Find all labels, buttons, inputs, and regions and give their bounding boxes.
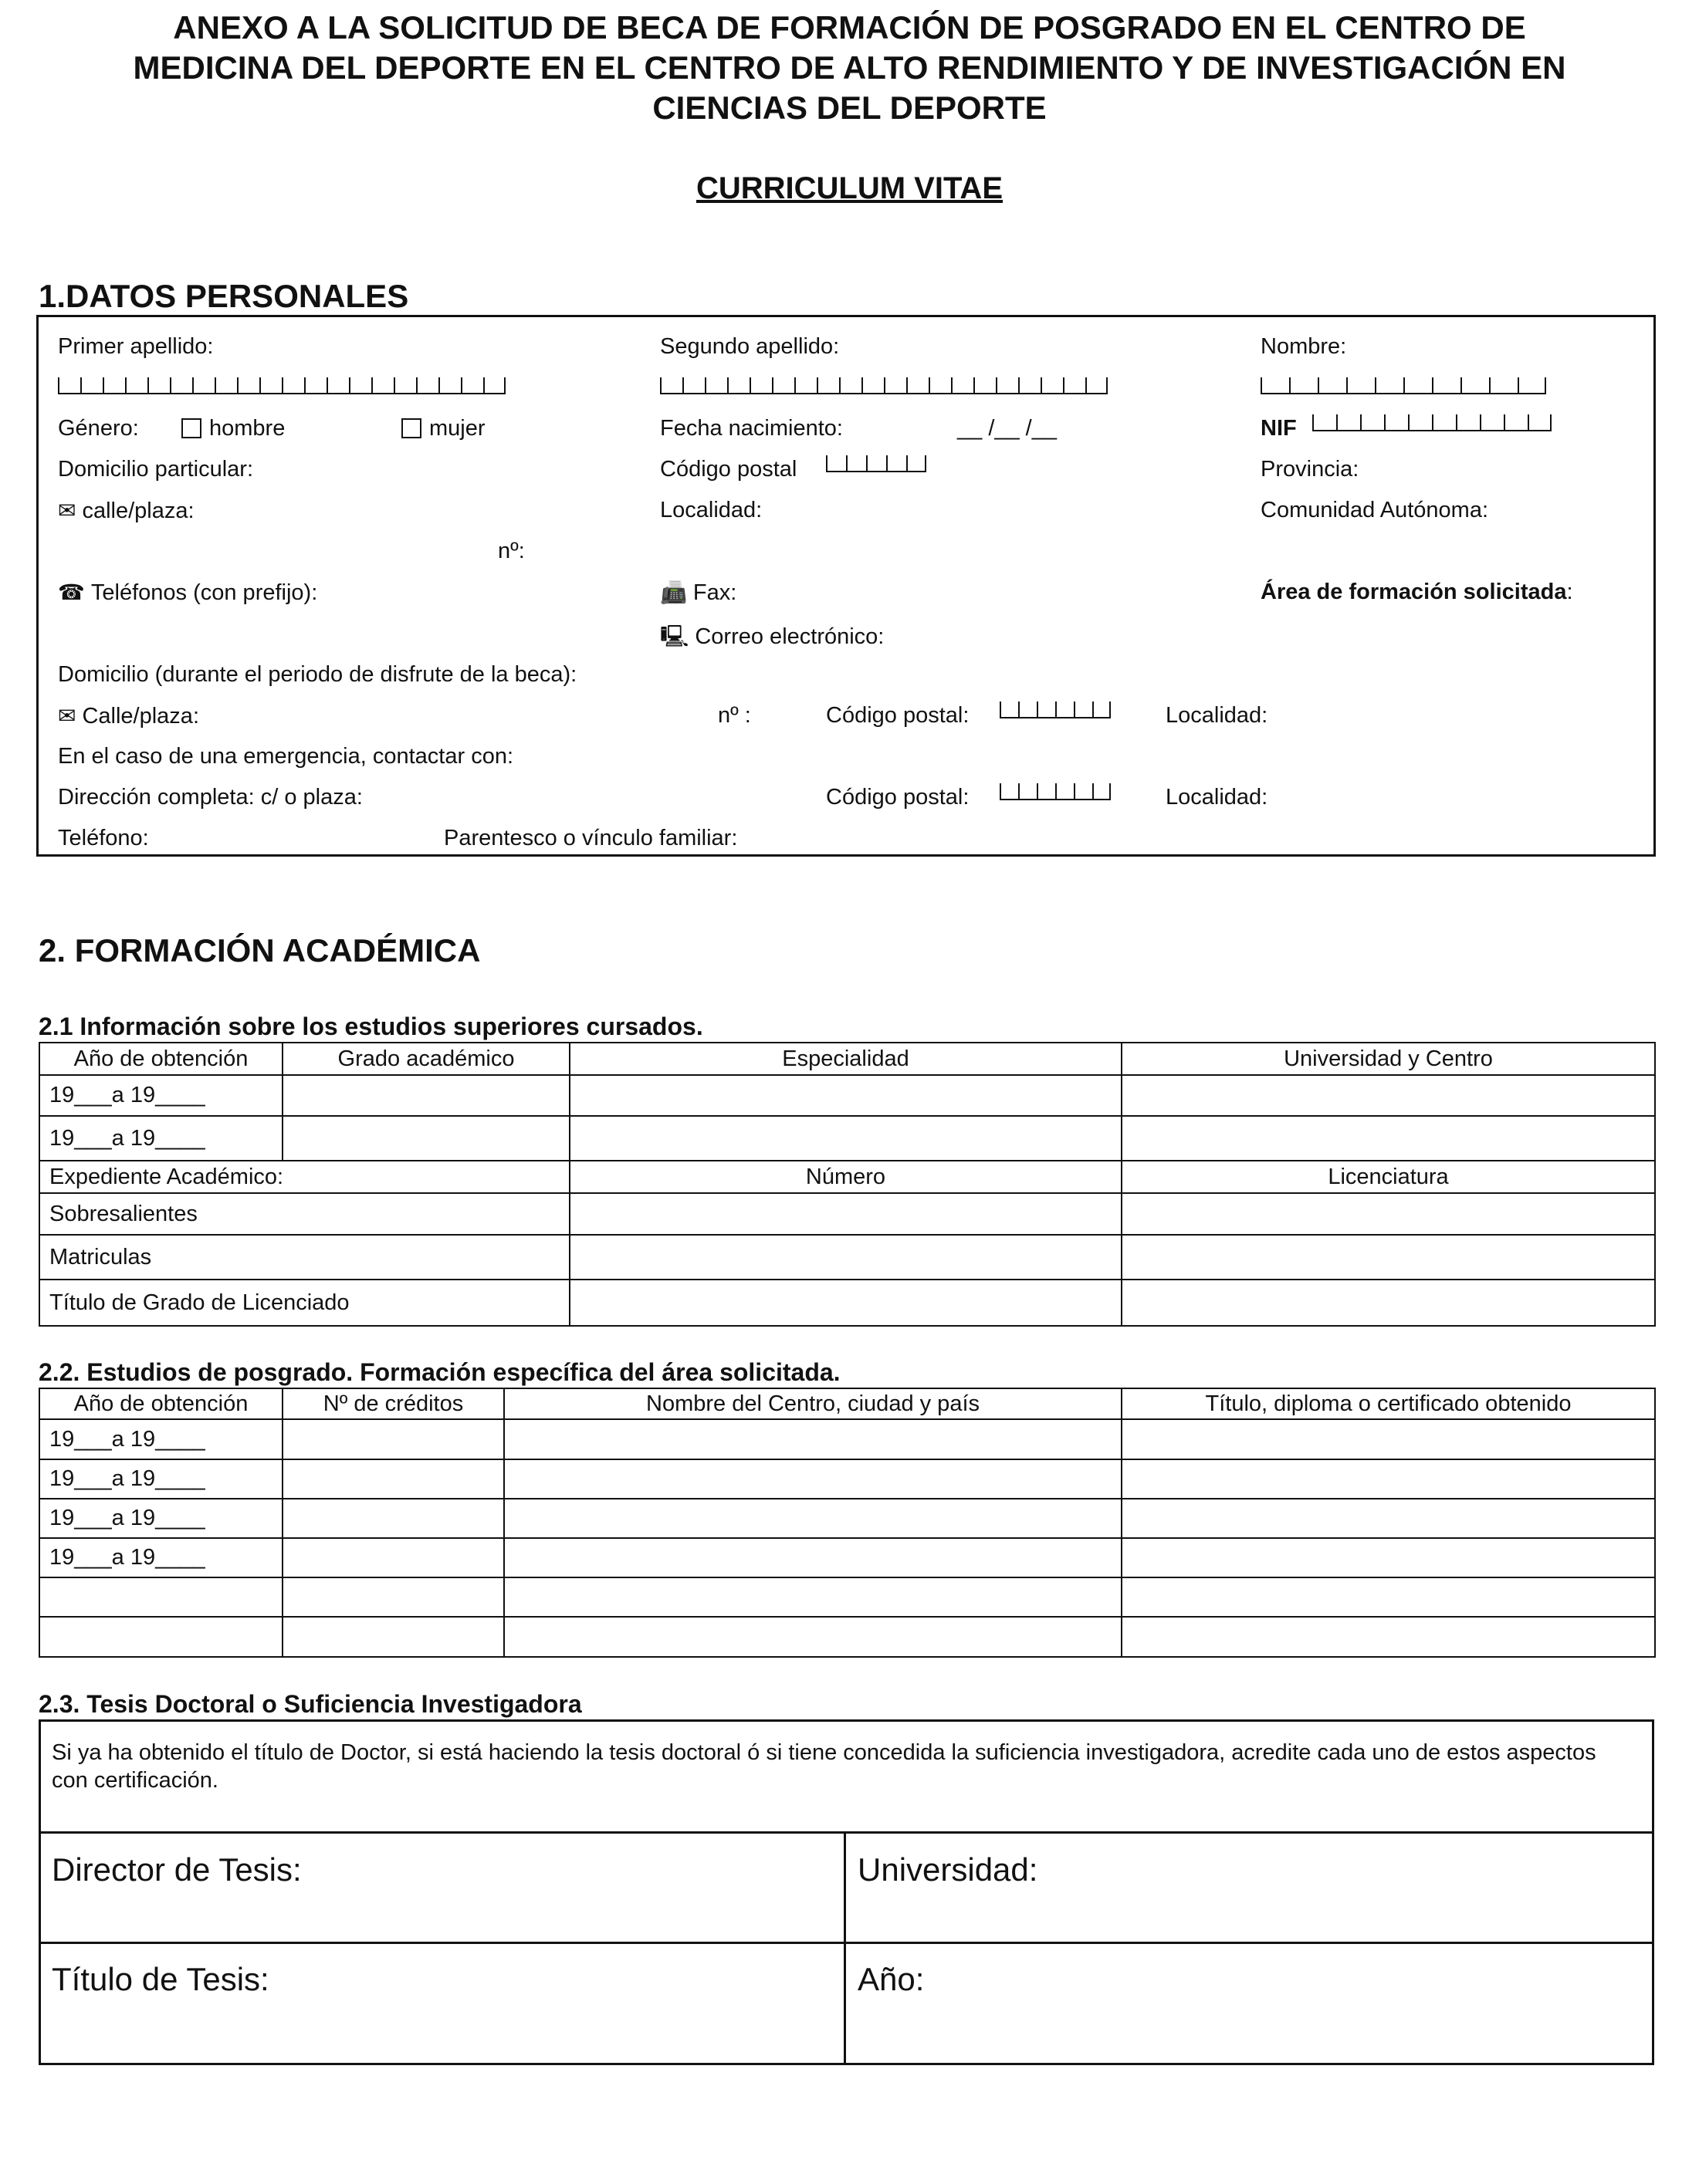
domicilio-beca-label: Domicilio (durante el periodo de disfrute de la beca): (58, 662, 577, 687)
char-box (1480, 414, 1504, 431)
char-box (1518, 377, 1546, 394)
fax-label: 📠 Fax: (660, 580, 737, 605)
licenciatura-cell[interactable] (1122, 1235, 1655, 1280)
divider (844, 1831, 846, 2063)
calle-plaza-label: ✉ calle/plaza: (58, 499, 195, 523)
char-box (660, 377, 682, 394)
char-box (1432, 414, 1456, 431)
computer-icon: 🖳 (660, 624, 689, 648)
nif-field[interactable] (1312, 414, 1552, 435)
char-box (996, 377, 1018, 394)
char-box (125, 377, 147, 394)
primer-apellido-field[interactable] (58, 377, 506, 398)
section-2-3-title: 2.3. Tesis Doctoral o Suficiencia Investigadora (39, 1690, 582, 1718)
especialidad-cell[interactable] (570, 1116, 1122, 1161)
creditos-cell[interactable] (283, 1419, 504, 1459)
col-header: Año de obtención (39, 1043, 283, 1075)
char-box (1092, 702, 1111, 718)
char-box (1261, 377, 1289, 394)
centro-cell[interactable] (504, 1538, 1122, 1577)
grado-cell[interactable] (283, 1075, 570, 1116)
year-cell[interactable]: 19___a 19____ (39, 1075, 283, 1116)
char-box (461, 377, 483, 394)
char-box (1489, 377, 1518, 394)
char-box (80, 377, 103, 394)
char-box (58, 377, 80, 394)
creditos-cell[interactable] (283, 1538, 504, 1577)
titulo-cell[interactable] (1122, 1419, 1655, 1459)
header-line-1: ANEXO A LA SOLICITUD DE BECA DE FORMACIÓN DE POSGRADO EN EL CENTRO DE (173, 9, 1526, 46)
centro-cell[interactable] (504, 1577, 1122, 1617)
posgrado-table (39, 1388, 1656, 1658)
header-line-3: CIENCIAS DEL DEPORTE (652, 90, 1047, 126)
year-cell[interactable]: 19___a 19____ (39, 1459, 283, 1499)
expediente-header: Expediente Académico: (39, 1161, 570, 1193)
char-box (237, 377, 259, 394)
char-box (1092, 783, 1111, 800)
char-box (483, 377, 506, 394)
header-line-2: MEDICINA DEL DEPORTE EN EL CENTRO DE ALTO RENDIMIENTO Y DE INVESTIGACIÓN EN (133, 49, 1566, 86)
titulo-cell[interactable] (1122, 1459, 1655, 1499)
nif-label: NIF (1261, 416, 1297, 441)
char-box (973, 377, 996, 394)
char-box (304, 377, 327, 394)
checkbox-icon (401, 418, 421, 438)
char-box (1312, 414, 1336, 431)
year-cell[interactable]: 19___a 19____ (39, 1499, 283, 1538)
centro-cell[interactable] (504, 1419, 1122, 1459)
domicilio-particular-label: Domicilio particular: (58, 457, 254, 482)
titulo-cell[interactable] (1122, 1577, 1655, 1617)
codigo-postal-emergencia-field[interactable] (1000, 783, 1111, 804)
titulo-cell[interactable] (1122, 1499, 1655, 1538)
especialidad-cell[interactable] (570, 1075, 1122, 1116)
licenciatura-cell[interactable] (1122, 1280, 1655, 1326)
char-box (103, 377, 125, 394)
area-label: Área de formación solicitada: (1261, 580, 1573, 604)
direccion-label: Dirección completa: c/ o plaza: (58, 785, 363, 810)
char-box (846, 455, 866, 472)
char-box (929, 377, 951, 394)
char-box (906, 377, 929, 394)
fecha-nacimiento-field[interactable]: __ /__ /__ (957, 416, 1057, 441)
char-box (1018, 783, 1037, 800)
table-row (39, 1193, 1655, 1235)
char-box (1408, 414, 1432, 431)
char-box (416, 377, 438, 394)
personal-data-box (36, 315, 1656, 857)
numero-label: nº: (498, 539, 525, 563)
char-box (1318, 377, 1346, 394)
matriculas-label: Matriculas (39, 1235, 570, 1280)
char-box (951, 377, 973, 394)
centro-cell[interactable] (504, 1459, 1122, 1499)
correo-label: 🖳 Correo electrónico: (660, 620, 884, 658)
char-box (1018, 377, 1041, 394)
char-box (1336, 414, 1360, 431)
numero-cell[interactable] (570, 1235, 1122, 1280)
grado-cell[interactable] (283, 1116, 570, 1161)
table-row (39, 1617, 1655, 1657)
hombre-checkbox[interactable]: hombre (181, 416, 285, 441)
titulo-grado-label: Título de Grado de Licenciado (39, 1280, 570, 1326)
anio-field[interactable]: Año: (858, 1961, 925, 1997)
char-box (192, 377, 215, 394)
parentesco-label: Parentesco o vínculo familiar: (444, 826, 738, 850)
col-header: Especialidad (570, 1043, 1122, 1075)
section-2-1-title: 2.1 Información sobre los estudios superiores cursados. (39, 1013, 703, 1040)
char-box (1384, 414, 1408, 431)
col-header: Título, diploma o certificado obtenido (1122, 1388, 1655, 1419)
table-row (39, 1459, 1655, 1499)
table-header-row (39, 1388, 1655, 1419)
year-cell[interactable]: 19___a 19____ (39, 1116, 283, 1161)
char-box (1037, 702, 1055, 718)
provincia-label: Provincia: (1261, 457, 1359, 482)
char-box (1375, 377, 1403, 394)
char-box (1000, 702, 1018, 718)
char-box (884, 377, 906, 394)
segundo-apellido-field[interactable] (660, 377, 1108, 398)
char-box (839, 377, 861, 394)
col-header: Nº de créditos (283, 1388, 504, 1419)
char-box (1074, 702, 1092, 718)
telephone-icon: ☎ (58, 580, 85, 604)
col-header: Año de obtención (39, 1388, 283, 1419)
envelope-icon: ✉ (58, 499, 76, 522)
numero-cell[interactable] (570, 1280, 1122, 1326)
localidad-label: Localidad: (660, 498, 763, 522)
estudios-superiores-table (39, 1042, 1656, 1327)
char-box (817, 377, 839, 394)
char-box (1456, 414, 1480, 431)
char-box (1037, 783, 1055, 800)
year-cell[interactable] (39, 1577, 283, 1617)
section-academic-title: 2. FORMACIÓN ACADÉMICA (39, 932, 481, 969)
char-box (727, 377, 750, 394)
fax-icon: 📠 (660, 580, 687, 604)
col-header: Nombre del Centro, ciudad y país (504, 1388, 1122, 1419)
director-tesis-field[interactable]: Director de Tesis: (52, 1851, 302, 1888)
emergencia-label: En el caso de una emergencia, contactar con: (58, 744, 514, 769)
char-box (1074, 783, 1092, 800)
table-row (39, 1235, 1655, 1280)
localidad-beca-label: Localidad: (1166, 703, 1268, 728)
section-2-2-title: 2.2. Estudios de posgrado. Formación específica del área solicitada. (39, 1358, 841, 1386)
cv-title: CURRICULUM VITAE (696, 171, 1003, 205)
telefono-label: Teléfono: (58, 826, 149, 850)
codigo-postal-beca-field[interactable] (1000, 702, 1111, 722)
centro-cell[interactable] (504, 1499, 1122, 1538)
titulo-cell[interactable] (1122, 1617, 1655, 1657)
codigo-postal-label: Código postal (660, 457, 797, 482)
char-box (1346, 377, 1375, 394)
char-box (772, 377, 794, 394)
char-box (682, 377, 705, 394)
universidad-cell[interactable] (1122, 1075, 1655, 1116)
char-box (215, 377, 237, 394)
char-box (1000, 783, 1018, 800)
universidad-cell[interactable] (1122, 1116, 1655, 1161)
nombre-label: Nombre: (1261, 334, 1347, 359)
tesis-box (39, 1719, 1654, 2065)
char-box (1289, 377, 1318, 394)
char-box (1055, 702, 1074, 718)
section-personal-title: 1.DATOS PERSONALES (39, 278, 409, 314)
char-box (1063, 377, 1085, 394)
primer-apellido-label: Primer apellido: (58, 334, 214, 359)
char-box (1403, 377, 1432, 394)
char-box (826, 455, 846, 472)
year-cell[interactable]: 19___a 19____ (39, 1419, 283, 1459)
char-box (1360, 414, 1384, 431)
char-box (327, 377, 349, 394)
comunidad-label: Comunidad Autónoma: (1261, 498, 1489, 522)
col-header: Universidad y Centro (1122, 1043, 1655, 1075)
char-box (1018, 702, 1037, 718)
table-row (39, 1116, 1655, 1161)
telefonos-label: ☎ Teléfonos (con prefijo): (58, 580, 318, 605)
divider (41, 1831, 1652, 1834)
checkbox-icon (181, 418, 201, 438)
char-box (371, 377, 394, 394)
table-header-row (39, 1043, 1655, 1075)
char-box (282, 377, 304, 394)
codigo-postal-beca-label: Código postal: (826, 703, 970, 728)
table-row (39, 1419, 1655, 1459)
char-box (1460, 377, 1489, 394)
tesis-note: Si ya ha obtenido el título de Doctor, si está haciendo la tesis doctoral ó si tiene concedida la suficiencia investigadora, acredite cada uno de estos aspectos con certificación. (52, 1740, 1596, 1793)
calle-plaza-beca-label: ✉ Calle/plaza: (58, 704, 199, 729)
table-row (39, 1075, 1655, 1116)
col-header: Grado académico (283, 1043, 570, 1075)
fecha-nacimiento-label: Fecha nacimiento: (660, 416, 843, 441)
table-row (39, 1538, 1655, 1577)
creditos-cell[interactable] (283, 1459, 504, 1499)
table-row (39, 1499, 1655, 1538)
envelope-icon: ✉ (58, 704, 76, 728)
char-box (886, 455, 906, 472)
codigo-postal-field[interactable] (826, 455, 926, 476)
table-row (39, 1577, 1655, 1617)
codigo-postal-emergencia-label: Código postal: (826, 785, 970, 810)
year-cell[interactable] (39, 1617, 283, 1657)
table-row (39, 1280, 1655, 1326)
genero-label: Género: (58, 416, 139, 441)
universidad-field[interactable]: Universidad: (858, 1851, 1038, 1888)
char-box (906, 455, 926, 472)
expediente-header-row (39, 1161, 1655, 1193)
creditos-cell[interactable] (283, 1499, 504, 1538)
mujer-checkbox[interactable]: mujer (401, 416, 486, 441)
char-box (1432, 377, 1460, 394)
licenciatura-cell[interactable] (1122, 1193, 1655, 1235)
char-box (349, 377, 371, 394)
char-box (394, 377, 416, 394)
numero-header: Número (570, 1161, 1122, 1193)
char-box (170, 377, 192, 394)
char-box (705, 377, 727, 394)
char-box (1041, 377, 1063, 394)
divider (41, 1942, 1652, 1944)
char-box (438, 377, 461, 394)
char-box (1504, 414, 1528, 431)
char-box (861, 377, 884, 394)
licenciatura-header: Licenciatura (1122, 1161, 1655, 1193)
char-box (1055, 783, 1074, 800)
year-cell[interactable]: 19___a 19____ (39, 1538, 283, 1577)
char-box (866, 455, 886, 472)
creditos-cell[interactable] (283, 1577, 504, 1617)
numero-beca-label: nº : (718, 703, 751, 728)
segundo-apellido-label: Segundo apellido: (660, 334, 840, 359)
char-box (1085, 377, 1108, 394)
titulo-tesis-field[interactable]: Título de Tesis: (52, 1961, 269, 1997)
nombre-field[interactable] (1261, 377, 1546, 398)
char-box (794, 377, 817, 394)
titulo-cell[interactable] (1122, 1538, 1655, 1577)
centro-cell[interactable] (504, 1617, 1122, 1657)
creditos-cell[interactable] (283, 1617, 504, 1657)
char-box (1528, 414, 1552, 431)
char-box (259, 377, 282, 394)
sobresalientes-label: Sobresalientes (39, 1193, 570, 1235)
numero-cell[interactable] (570, 1193, 1122, 1235)
localidad-emergencia-label: Localidad: (1166, 785, 1268, 810)
char-box (750, 377, 772, 394)
char-box (147, 377, 170, 394)
